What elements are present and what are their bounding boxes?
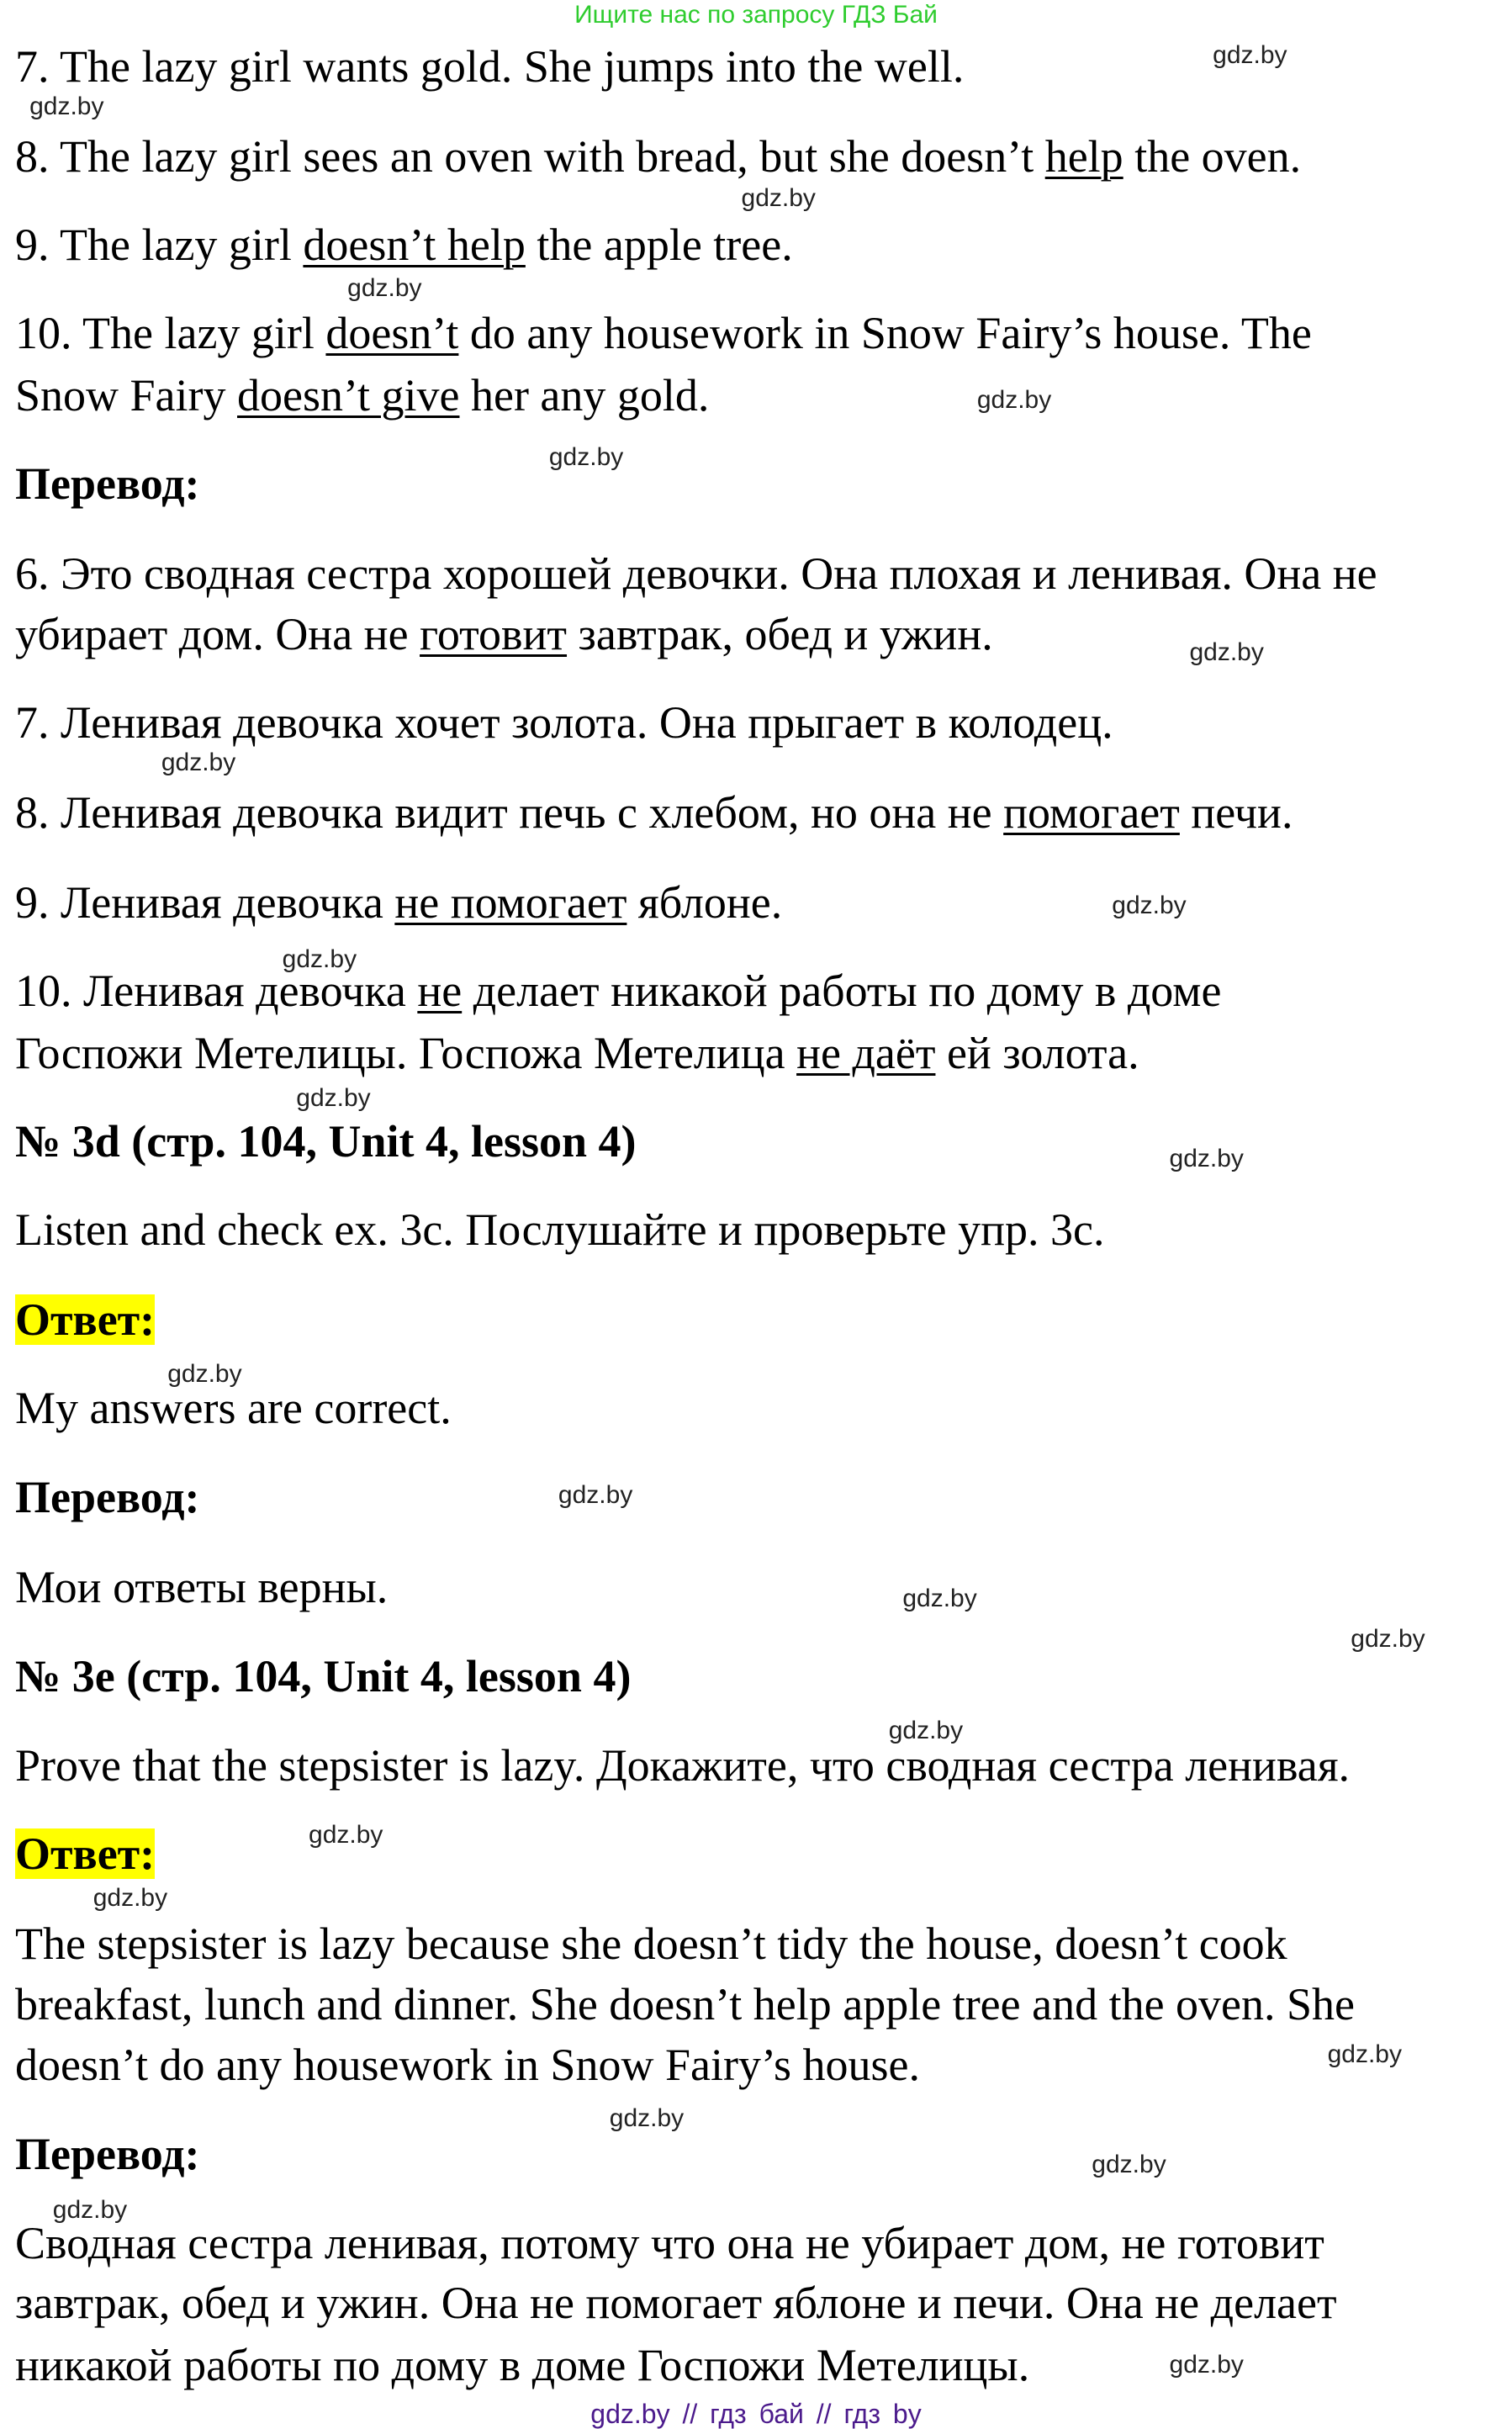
watermark-text: gdz.by	[167, 1359, 242, 1388]
section-heading	[15, 454, 200, 513]
text-segment: 7. Ленивая девочка хочет золота. Она прыгает в колодец.	[15, 697, 1113, 749]
text-segment: № 3e (стр. 104, Unit 4, lesson 4)	[15, 1651, 632, 1702]
text-segment: Snow Fairy	[15, 370, 238, 421]
text-segment: Перевод:	[15, 2129, 200, 2180]
text-segment: do any housework in Snow Fairy’s house. The	[458, 308, 1312, 359]
text-segment: завтрак, обед и ужин.	[567, 609, 993, 660]
watermark-text: gdz.by	[976, 385, 1052, 414]
watermark-text: gdz.by	[1092, 2151, 1166, 2179]
watermark-text: gdz.by	[161, 749, 236, 777]
text-line	[15, 1558, 388, 1617]
watermark-text: gdz.by	[29, 93, 104, 121]
watermark-text: gdz.by	[1351, 1625, 1425, 1654]
underlined-word: не	[417, 966, 463, 1017]
text-line	[15, 215, 793, 274]
text-segment: ей золота.	[935, 1028, 1139, 1079]
answer-label	[15, 1824, 155, 1883]
text-segment: 9. Ленивая девочка	[15, 877, 395, 929]
text-line	[15, 693, 1113, 752]
watermark-text: gdz.by	[609, 2104, 685, 2133]
watermark-text: gdz.by	[52, 2195, 128, 2224]
text-segment: 7. The lazy girl wants gold. She jumps into the well.	[15, 41, 965, 93]
text-segment: her any gold.	[459, 370, 710, 421]
text-line	[15, 2035, 920, 2094]
text-segment: № 3d (стр. 104, Unit 4, lesson 4)	[15, 1116, 637, 1167]
text-line	[15, 1200, 1105, 1259]
watermark-text: gdz.by	[1213, 41, 1287, 70]
underlined-word: doesn’t give	[237, 370, 460, 421]
text-line	[15, 37, 964, 96]
watermark-text: gdz.by	[1189, 638, 1264, 667]
watermark-text: gdz.by	[347, 274, 422, 302]
text-segment: яблоне.	[626, 877, 783, 929]
watermark-text: gdz.by	[1169, 2351, 1244, 2379]
text-segment: Перевод:	[15, 1471, 200, 1522]
text-segment: Перевод:	[15, 458, 200, 510]
text-line	[15, 961, 1221, 1020]
answer-label	[15, 1290, 155, 1349]
text-segment: Prove that the stepsister is lazy. Докажите, что сводная сестра ленивая.	[15, 1739, 1351, 1791]
text-segment: Ответ:	[15, 1828, 156, 1879]
watermark-text: gdz.by	[888, 1717, 964, 1745]
text-line	[15, 1736, 1350, 1795]
watermark-text: gdz.by	[558, 1480, 633, 1509]
text-line	[15, 2273, 1337, 2332]
text-segment: Госпожи Метелицы. Госпожа Метелица	[15, 1028, 797, 1079]
text-segment: убирает дом. Она не	[15, 609, 420, 660]
text-line	[15, 366, 709, 425]
text-line	[15, 1975, 1355, 2034]
underlined-word: doesn’t help	[303, 220, 526, 271]
text-segment: the apple tree.	[525, 220, 793, 271]
text-segment: My answers are correct.	[15, 1383, 452, 1434]
text-segment: никакой работы по дому в доме Госпожи Метелицы.	[15, 2340, 1030, 2391]
search-banner: Ищите нас по запросу ГДЗ Бай	[574, 1, 938, 29]
text-segment: The stepsister is lazy because she doesn’t tidy the house, doesn’t cook	[15, 1918, 1287, 1969]
text-segment: 9. The lazy girl	[15, 220, 304, 271]
text-line	[15, 783, 1293, 842]
text-line	[15, 1024, 1139, 1082]
text-line	[15, 1914, 1287, 1973]
watermark-text: gdz.by	[741, 184, 816, 213]
text-line	[15, 544, 1377, 603]
text-segment: 10. The lazy girl	[15, 308, 326, 359]
text-line	[15, 2336, 1029, 2395]
underlined-word: doesn’t	[325, 308, 459, 359]
text-line	[15, 127, 1301, 186]
underlined-word: помогает	[1003, 787, 1180, 839]
underlined-word: готовит	[420, 609, 568, 660]
underlined-word: не даёт	[796, 1028, 936, 1079]
watermark-text: gdz.by	[296, 1083, 371, 1112]
text-line	[15, 605, 993, 664]
watermark-text: gdz.by	[1327, 2040, 1402, 2069]
watermark-text: gdz.by	[1112, 891, 1187, 919]
underlined-word: help	[1044, 131, 1123, 183]
text-segment: 8. The lazy girl sees an oven with bread, but she doesn’t	[15, 131, 1045, 183]
footer-links[interactable]: gdz.by // гдз бай // гдз by	[590, 2399, 922, 2429]
watermark-text: gdz.by	[93, 1884, 168, 1913]
text-line	[15, 873, 782, 932]
watermark-text: gdz.by	[1169, 1144, 1244, 1172]
text-line	[15, 304, 1312, 362]
text-segment: печи.	[1179, 787, 1293, 839]
text-segment: Listen and check ex. 3c. Послушайте и проверьте упр. 3c.	[15, 1204, 1105, 1256]
text-segment: 6. Это сводная сестра хорошей девочки. Она плохая и ленивая. Она не	[15, 548, 1377, 600]
text-segment: Ответ:	[15, 1294, 156, 1346]
text-segment: breakfast, lunch and dinner. She doesn’t help apple tree and the oven. She	[15, 1978, 1356, 2029]
watermark-text: gdz.by	[548, 443, 624, 471]
underlined-word: не помогает	[394, 877, 627, 929]
section-heading	[15, 1647, 631, 1706]
text-segment: завтрак, обед и ужин. Она не помогает яблоне и печи. Она не делает	[15, 2278, 1337, 2329]
text-segment: 10. Ленивая девочка	[15, 966, 418, 1017]
section-heading	[15, 1112, 637, 1171]
text-segment: the oven.	[1123, 131, 1302, 183]
text-segment: 8. Ленивая девочка видит печь с хлебом, но она не	[15, 787, 1004, 839]
text-line	[15, 2214, 1324, 2273]
watermark-text: gdz.by	[902, 1585, 977, 1613]
section-heading	[15, 2125, 200, 2183]
watermark-text: gdz.by	[309, 1820, 383, 1849]
text-segment: делает никакой работы по дому в доме	[462, 966, 1222, 1017]
watermark-text: gdz.by	[282, 945, 357, 974]
text-segment: doesn’t do any housework in Snow Fairy’s house.	[15, 2039, 920, 2090]
text-segment: Сводная сестра ленивая, потому что она не убирает дом, не готовит	[15, 2217, 1324, 2268]
text-segment: Мои ответы верны.	[15, 1561, 389, 1612]
section-heading	[15, 1468, 200, 1527]
